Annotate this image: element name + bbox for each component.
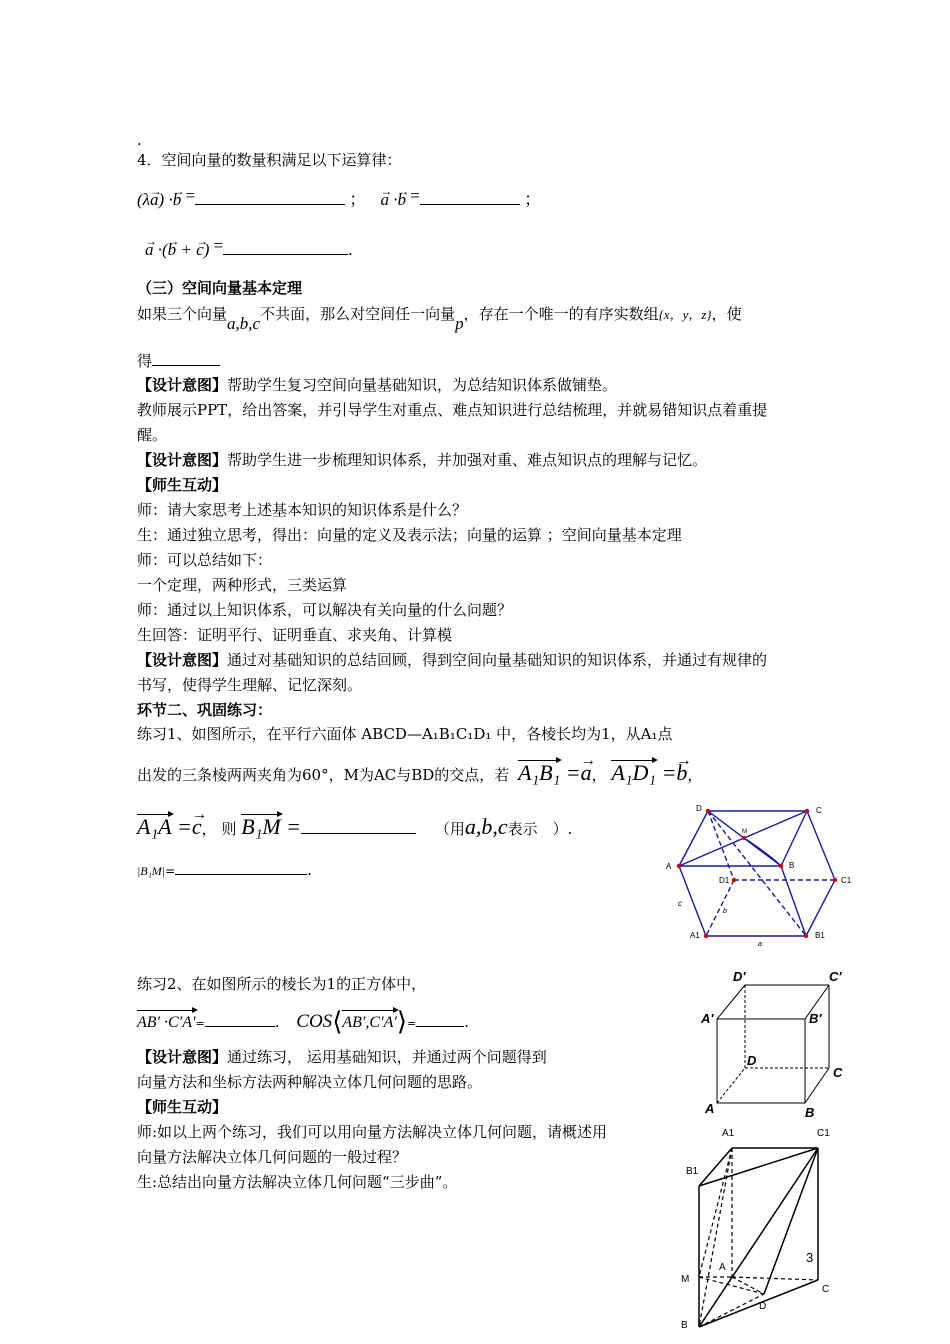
ex1-then: 则 [221, 820, 237, 838]
label-c: C [816, 806, 822, 815]
theorem-p: p [455, 314, 464, 333]
design-intent-2 [137, 450, 707, 470]
label-d-prime: D′ [733, 969, 746, 984]
comma: ， [687, 766, 703, 784]
label-b: B [805, 1105, 815, 1120]
vec-a1d1: A₁D₁ =→ b [611, 760, 687, 785]
label-b: B [789, 861, 795, 870]
law1-row [137, 186, 541, 210]
intent-text: 帮助学生复习空间向量基础知识，为总结知识体系做铺垫。 [227, 376, 618, 394]
ex1-text-a: 出发的三条棱两两夹角为60°， [137, 766, 344, 784]
label-c-prime: C′ [829, 969, 842, 984]
semi: ； [524, 190, 542, 209]
intent-text: 帮助学生进一步梳理知识体系，并加强对重、难点知识点的理解与记忆。 [227, 451, 708, 469]
dialog-line: 师：通过以上知识体系，可以解决有关向量的什么问题？ [137, 601, 513, 619]
design-intent-4-cont: 向量方法和坐标方法两种解决立体几何问题的思路。 [137, 1073, 483, 1091]
ex1-line2 [137, 760, 702, 785]
prism-figure [672, 1122, 842, 1344]
ex1-line3 [137, 814, 572, 839]
law1-lhs: (λ→ a) ·→ b [137, 190, 181, 209]
interaction-heading-1: 【师生互动】 [137, 476, 228, 494]
dialog-line: 师：请大家思考上述基本知识的知识体系是什么？ [137, 501, 468, 519]
cube-figure [695, 965, 855, 1125]
label-vec-b: b [723, 908, 727, 915]
mod-blank [175, 874, 307, 875]
label-d1: D1 [719, 876, 730, 885]
ex2-cos: COS [296, 1011, 333, 1032]
label-vec-c: c [678, 899, 682, 908]
label-d: D [696, 804, 702, 813]
dialog-line: 生回答：证明平行、证明垂直、求夹角、计算模 [137, 626, 453, 644]
dialog2-line: 生:总结出向量方法解决立体几何问题“三步曲”。 [137, 1173, 458, 1191]
theorem-blank [152, 365, 220, 366]
law3-blank [223, 254, 348, 255]
intent-label: 【设计意图】 [137, 376, 228, 394]
label-a1: A1 [722, 1128, 735, 1139]
theorem-text-e: 得 [137, 352, 153, 370]
dialog-line: 一个定理，两种形式，三类运算 [137, 576, 348, 594]
comma: ， [201, 820, 217, 838]
label-d: D [747, 1053, 757, 1068]
dialog-line: 师：可以总结如下： [137, 551, 273, 569]
theorem-text-b: 不共面，那么对空间任一向量 [260, 305, 456, 323]
label-a: A [719, 1262, 726, 1273]
comma: ， [591, 766, 607, 784]
label-m: M [681, 1274, 690, 1285]
ex2-line1: 练习2、在如图所示的棱长为1的正方体中， [137, 975, 427, 993]
mod-b1m: |B₁M| [137, 864, 166, 878]
label-a: A [666, 862, 672, 871]
label-a: A [705, 1101, 715, 1116]
ex2-blank1 [205, 1026, 275, 1027]
label-c1: C1 [817, 1128, 830, 1139]
law1-blank [195, 204, 345, 205]
period: . [348, 240, 353, 259]
law3-row [145, 236, 352, 260]
teacher-show-2: 醒。 [137, 426, 168, 444]
ex2-blank2 [416, 1026, 464, 1027]
section2-title: 环节二、巩固练习： [137, 701, 273, 719]
theorem-end [137, 351, 220, 371]
parallelepiped-figure [660, 800, 860, 950]
ex1-hint-b: 表示 ）. [507, 820, 573, 838]
intent-label: 【设计意图】 [137, 451, 228, 469]
theorem-text-d: ，使 [711, 305, 742, 323]
theorem-text-c: ，存在一个唯一的有序实数组 [463, 305, 659, 323]
eq: = [185, 186, 196, 205]
intent-label: 【设计意图】 [137, 651, 228, 669]
ex1-text-b: M为AC与BD的交点，若 [343, 766, 510, 784]
theorem-vecs: a,b,c [227, 314, 261, 333]
label-b1: B1 [686, 1166, 699, 1177]
interaction-heading-2: 【师生互动】 [137, 1098, 228, 1116]
label-vec-a: a [758, 941, 762, 948]
section3-title: （三）空间向量基本定理 [137, 279, 303, 297]
teacher-show-1: 教师展示PPT，给出答案，并引导学生对重点、难点知识进行总结梳理，并就易错知识点着重提 [137, 401, 768, 419]
label-a1: A1 [690, 931, 700, 940]
section4-title: 4．空间向量的数量积满足以下运算律： [137, 151, 402, 169]
semi: ； [349, 190, 367, 209]
label-m: M [742, 829, 747, 835]
ex1-hint-a: （用 [434, 820, 465, 838]
vec-b1m: B₁M = [241, 814, 302, 839]
design-intent-4 [137, 1047, 547, 1067]
eq: = [410, 186, 420, 205]
eq: = [213, 236, 224, 255]
theorem-triple: {x，y，z} [658, 307, 712, 322]
design-intent-3 [137, 650, 767, 670]
ex2-expr1: AB′ ·C′A′ [137, 1014, 196, 1031]
ex1-mod-line: |B₁M|= . [137, 861, 312, 879]
stray-dot: . [137, 131, 142, 149]
label-a-prime: A′ [701, 1011, 714, 1026]
label-b1: B1 [815, 931, 825, 940]
ex2-line2: AB′ ·C′A′= . COS⟨AB′,C′A′⟩= . [137, 1007, 469, 1037]
design-intent-3-cont: 书写，使得学生理解、记忆深刻。 [137, 676, 363, 694]
label-c: C [833, 1065, 843, 1080]
intent-text: 通过对基础知识的总结回顾，得到空间向量基础知识的知识体系，并通过有规律的 [227, 651, 768, 669]
dialog2-line: 向量方法解决立体几何问题的一般过程？ [137, 1148, 408, 1166]
label-b-prime: B′ [809, 1011, 822, 1026]
vec-a1b1: A₁B₁ =→ a [518, 760, 592, 785]
label-c: C [822, 1284, 830, 1295]
theorem-line [137, 304, 742, 333]
intent-label: 【设计意图】 [137, 1048, 228, 1066]
dialog-line: 生：通过独立思考，得出：向量的定义及表示法；向量的运算 ；空间向量基本定理 [137, 526, 682, 544]
intent-text: 通过练习， 运用基础知识，并通过两个问题得到 [227, 1048, 547, 1066]
law2-lhs: → a ·→ b [381, 190, 407, 209]
label-d: D [759, 1301, 767, 1312]
design-intent-1 [137, 375, 617, 395]
label-c1: C1 [841, 876, 852, 885]
ex1-line1: 练习1、如图所示，在平行六面体 ABCD—A₁B₁C₁D₁ 中，各棱长均为1，从A₁点 [137, 725, 673, 743]
label-b: B [681, 1320, 688, 1331]
vec-a1a: A₁A =→ c [137, 814, 202, 839]
law3-lhs: → a ·(→ b + → c) [145, 240, 209, 259]
ex2-expr2: AB′,C′A′ [342, 1014, 397, 1031]
law2-blank [420, 204, 520, 205]
theorem-text-a: 如果三个向量 [137, 305, 228, 323]
page-number: 3 [806, 1250, 814, 1265]
ex1-hint-vecs: a,b,c [464, 814, 508, 839]
ex1-blank [301, 833, 416, 834]
dialog2-line: 师:如以上两个练习，我们可以用向量方法解决立体几何问题，请概述用 [137, 1123, 608, 1141]
